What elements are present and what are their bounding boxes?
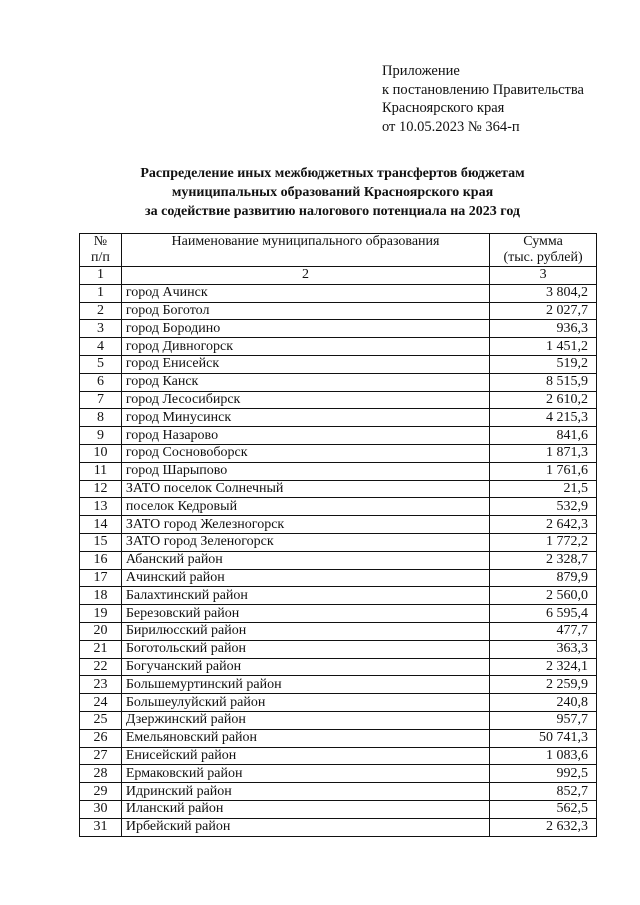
row-sum-cell: 841,6: [490, 427, 597, 445]
table-row: [80, 480, 597, 498]
row-name-cell: ЗАТО город Зеленогорск: [121, 533, 489, 551]
row-sum-cell: 2 259,9: [490, 676, 597, 694]
row-number-cell: 15: [80, 533, 122, 551]
row-number-cell: 27: [80, 747, 122, 765]
row-number-cell: 10: [80, 444, 122, 462]
row-number-cell: 30: [80, 800, 122, 818]
table-row: [80, 800, 597, 818]
table-row: [80, 622, 597, 640]
row-name-cell: Емельяновский район: [121, 729, 489, 747]
row-sum-cell: 1 451,2: [490, 338, 597, 356]
row-sum-cell: 2 560,0: [490, 587, 597, 605]
row-name-cell: Бирилюсский район: [121, 622, 489, 640]
table-row: [80, 462, 597, 480]
row-number-cell: 2: [80, 302, 122, 320]
title-line: Распределение иных межбюджетных трансфертов бюджетам: [140, 166, 525, 181]
row-number-cell: 12: [80, 480, 122, 498]
row-name-cell: город Лесосибирск: [121, 391, 489, 409]
row-name-cell: ЗАТО поселок Солнечный: [121, 480, 489, 498]
table-row: [80, 409, 597, 427]
row-sum-cell: 2 642,3: [490, 516, 597, 534]
row-number-cell: 26: [80, 729, 122, 747]
row-number-cell: 24: [80, 694, 122, 712]
table-row: [80, 516, 597, 534]
table-row: [80, 284, 597, 302]
row-number-cell: 18: [80, 587, 122, 605]
row-number-cell: 19: [80, 605, 122, 623]
row-number-cell: 9: [80, 427, 122, 445]
row-name-cell: Богучанский район: [121, 658, 489, 676]
row-number-cell: 21: [80, 640, 122, 658]
row-sum-cell: 2 328,7: [490, 551, 597, 569]
row-sum-cell: 532,9: [490, 498, 597, 516]
header-sum-unit: (тыс. рублей): [503, 250, 583, 265]
title-line: муниципальных образований Красноярского края: [171, 185, 494, 200]
table-row: [80, 569, 597, 587]
row-sum-cell: 240,8: [490, 694, 597, 712]
row-name-cell: Ачинский район: [121, 569, 489, 587]
row-number-cell: 5: [80, 355, 122, 373]
row-name-cell: поселок Кедровый: [121, 498, 489, 516]
row-name-cell: город Канск: [121, 373, 489, 391]
row-name-cell: Ермаковский район: [121, 765, 489, 783]
row-number-cell: 31: [80, 818, 122, 836]
row-name-cell: Балахтинский район: [121, 587, 489, 605]
row-sum-cell: 21,5: [490, 480, 597, 498]
row-number-cell: 6: [80, 373, 122, 391]
header-sum-label: Сумма: [523, 234, 563, 249]
column-index-row: [80, 267, 597, 285]
row-sum-cell: 477,7: [490, 622, 597, 640]
appendix-line: Красноярского края: [382, 100, 505, 116]
row-sum-cell: 936,3: [490, 320, 597, 338]
row-name-cell: город Боготол: [121, 302, 489, 320]
table-row: [80, 338, 597, 356]
table-row: [80, 605, 597, 623]
table-row: [80, 373, 597, 391]
column-index-cell: 2: [121, 267, 489, 285]
row-sum-cell: 4 215,3: [490, 409, 597, 427]
row-number-cell: 23: [80, 676, 122, 694]
title-line: за содействие развитию налогового потенциала на 2023 год: [145, 204, 520, 219]
table-row: [80, 711, 597, 729]
row-number-cell: 3: [80, 320, 122, 338]
row-name-cell: Ирбейский район: [121, 818, 489, 836]
row-name-cell: Дзержинский район: [121, 711, 489, 729]
row-number-cell: 16: [80, 551, 122, 569]
table-row: [80, 391, 597, 409]
row-name-cell: Большемуртинский район: [121, 676, 489, 694]
row-number-cell: 7: [80, 391, 122, 409]
table-row: [80, 818, 597, 836]
header-name-cell: Наименование муниципального образования: [121, 234, 489, 267]
row-number-cell: 1: [80, 284, 122, 302]
table-row: [80, 676, 597, 694]
row-sum-cell: 1 761,6: [490, 462, 597, 480]
row-number-cell: 4: [80, 338, 122, 356]
row-name-cell: Абанский район: [121, 551, 489, 569]
appendix-line: к постановлению Правительства: [382, 81, 584, 98]
table-row: [80, 551, 597, 569]
column-index-cell: 3: [490, 267, 597, 285]
row-name-cell: Большеулуйский район: [121, 694, 489, 712]
header-number-cell: [80, 234, 122, 267]
column-index-cell: 1: [80, 267, 122, 285]
row-sum-cell: 519,2: [490, 355, 597, 373]
row-name-cell: Идринский район: [121, 783, 489, 801]
row-sum-cell: 1 083,6: [490, 747, 597, 765]
row-number-cell: 22: [80, 658, 122, 676]
table-row: [80, 427, 597, 445]
appendix-note: [382, 62, 584, 136]
appendix-date-number: от 10.05.2023 № 364-п: [382, 118, 520, 135]
row-sum-cell: 852,7: [490, 783, 597, 801]
row-sum-cell: 2 610,2: [490, 391, 597, 409]
row-name-cell: Березовский район: [121, 605, 489, 623]
appendix-line: Приложение: [382, 63, 460, 79]
table-row: [80, 694, 597, 712]
row-sum-cell: 2 324,1: [490, 658, 597, 676]
row-name-cell: город Бородино: [121, 320, 489, 338]
row-name-cell: город Сосновоборск: [121, 444, 489, 462]
row-sum-cell: 879,9: [490, 569, 597, 587]
row-sum-cell: 2 027,7: [490, 302, 597, 320]
header-number-abbrev: п/п: [91, 250, 110, 265]
row-sum-cell: 2 632,3: [490, 818, 597, 836]
table-header-row: [80, 234, 597, 267]
header-number-symbol: №: [93, 234, 108, 249]
table-row: [80, 302, 597, 320]
row-name-cell: Иланский район: [121, 800, 489, 818]
table-row: [80, 765, 597, 783]
document-title: [60, 164, 605, 221]
table-row: [80, 444, 597, 462]
row-sum-cell: 562,5: [490, 800, 597, 818]
row-name-cell: город Шарыпово: [121, 462, 489, 480]
row-sum-cell: 6 595,4: [490, 605, 597, 623]
row-sum-cell: 1 772,2: [490, 533, 597, 551]
row-sum-cell: 50 741,3: [490, 729, 597, 747]
row-sum-cell: 3 804,2: [490, 284, 597, 302]
table-row: [80, 783, 597, 801]
row-number-cell: 29: [80, 783, 122, 801]
table-row: [80, 658, 597, 676]
row-number-cell: 13: [80, 498, 122, 516]
row-sum-cell: 957,7: [490, 711, 597, 729]
row-number-cell: 8: [80, 409, 122, 427]
row-number-cell: 14: [80, 516, 122, 534]
row-sum-cell: 992,5: [490, 765, 597, 783]
table-row: [80, 729, 597, 747]
table-row: [80, 355, 597, 373]
row-name-cell: ЗАТО город Железногорск: [121, 516, 489, 534]
header-sum-cell: [490, 234, 597, 267]
row-name-cell: город Минусинск: [121, 409, 489, 427]
row-number-cell: 25: [80, 711, 122, 729]
row-sum-cell: 363,3: [490, 640, 597, 658]
row-name-cell: город Назарово: [121, 427, 489, 445]
row-number-cell: 20: [80, 622, 122, 640]
distribution-table: [79, 233, 597, 837]
table-row: [80, 498, 597, 516]
row-name-cell: город Енисейск: [121, 355, 489, 373]
table-row: [80, 533, 597, 551]
row-number-cell: 17: [80, 569, 122, 587]
table-row: [80, 747, 597, 765]
row-name-cell: город Дивногорск: [121, 338, 489, 356]
row-sum-cell: 1 871,3: [490, 444, 597, 462]
row-name-cell: Енисейский район: [121, 747, 489, 765]
row-number-cell: 11: [80, 462, 122, 480]
row-name-cell: город Ачинск: [121, 284, 489, 302]
row-number-cell: 28: [80, 765, 122, 783]
table-row: [80, 640, 597, 658]
table-row: [80, 320, 597, 338]
table-row: [80, 587, 597, 605]
row-sum-cell: 8 515,9: [490, 373, 597, 391]
row-name-cell: Боготольский район: [121, 640, 489, 658]
